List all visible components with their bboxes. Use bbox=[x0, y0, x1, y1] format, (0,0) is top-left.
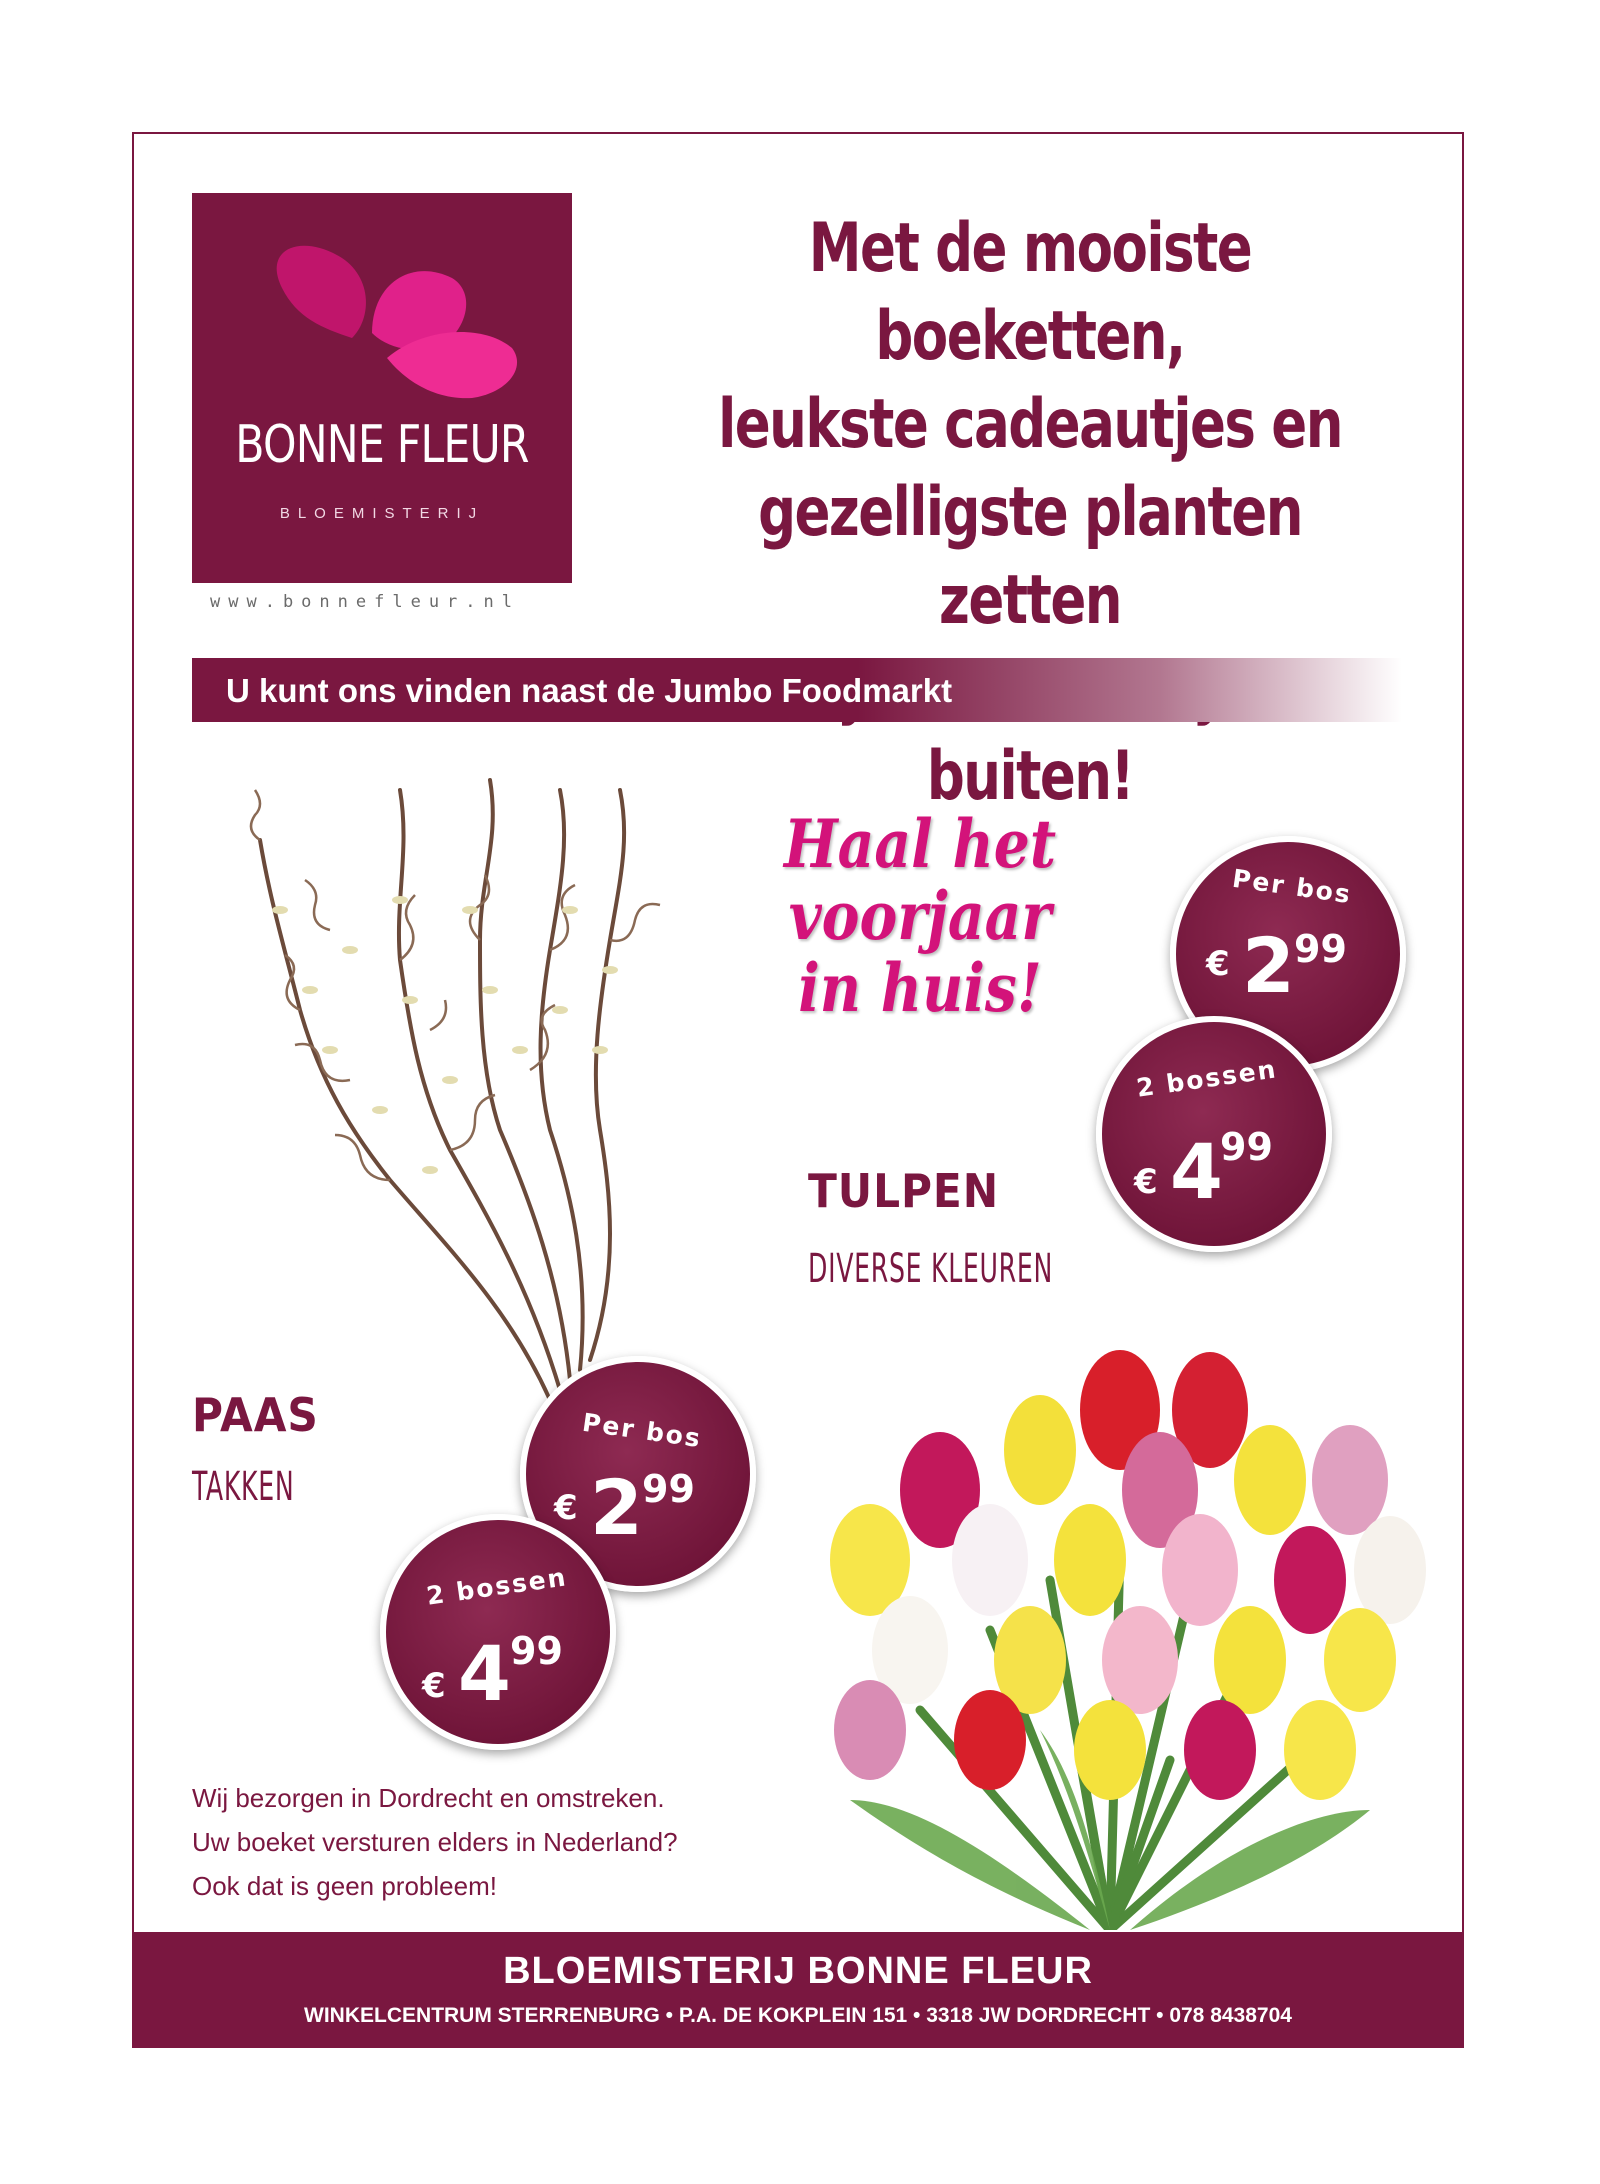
footer-address: WINKELCENTRUM STERRENBURG • P.A. DE KOKPLEIN 151 • 3318 JW DORDRECHT • 078 8438704 bbox=[304, 2004, 1292, 2027]
headline-line: leukste cadeautjes en bbox=[718, 385, 1342, 464]
delivery-line: Uw boeket versturen elders in Nederland? bbox=[192, 1827, 678, 1857]
price-cents: 99 bbox=[510, 1629, 563, 1673]
price-cents: 99 bbox=[642, 1467, 695, 1511]
slogan-line: voorjaar bbox=[788, 877, 1052, 955]
branches-subtitle: TAKKEN bbox=[192, 1464, 295, 1510]
price-euros: 2 bbox=[1242, 921, 1295, 1010]
delivery-line: Ook dat is geen probleem! bbox=[192, 1871, 497, 1901]
tulip-bouquet-illustration bbox=[790, 1330, 1430, 1930]
location-banner bbox=[192, 658, 1402, 722]
branches-title: PAAS bbox=[192, 1388, 319, 1442]
slogan-line: in huis! bbox=[798, 949, 1042, 1027]
delivery-line: Wij bezorgen in Dordrecht en omstreken. bbox=[192, 1783, 665, 1813]
price-label: 2 bossen bbox=[424, 1562, 570, 1611]
headline bbox=[620, 205, 1440, 821]
price-currency: € bbox=[1134, 1162, 1158, 1202]
tulips-subtitle: DIVERSE KLEUREN bbox=[808, 1246, 1054, 1292]
slogan-line: Haal het bbox=[783, 805, 1057, 883]
curly-branches-illustration bbox=[150, 750, 670, 1430]
petal-logo-icon bbox=[222, 228, 542, 418]
price-currency: € bbox=[554, 1488, 578, 1528]
headline-line: Met de mooiste boeketten, bbox=[808, 209, 1252, 376]
footer bbox=[132, 1932, 1464, 2048]
price-label: Per bos bbox=[580, 1407, 704, 1454]
price-euros: 4 bbox=[458, 1629, 511, 1718]
price-euros: 4 bbox=[1170, 1127, 1223, 1216]
headline-line: buiten! bbox=[926, 737, 1134, 816]
price-cents: 99 bbox=[1294, 927, 1347, 971]
price-currency: € bbox=[1206, 944, 1230, 984]
spring-slogan bbox=[735, 805, 1105, 1027]
tulips-price-double bbox=[1096, 1016, 1332, 1252]
price-euros: 2 bbox=[590, 1463, 643, 1552]
logo-name: BONNE FLEUR bbox=[235, 415, 529, 475]
delivery-info bbox=[192, 1776, 678, 1908]
brand-logo bbox=[192, 193, 572, 583]
branches-price-double bbox=[380, 1514, 616, 1750]
website-url[interactable]: www.bonnefleur.nl bbox=[210, 592, 520, 612]
tulips-title: TULPEN bbox=[808, 1164, 1000, 1218]
price-label: 2 bossen bbox=[1134, 1054, 1280, 1103]
price-label: Per bos bbox=[1230, 863, 1354, 910]
price-currency: € bbox=[422, 1666, 446, 1706]
footer-store-name: BLOEMISTERIJ BONNE FLEUR bbox=[503, 1950, 1093, 1992]
location-banner-text: U kunt ons vinden naast de Jumbo Foodmarkt bbox=[226, 672, 953, 709]
price-cents: 99 bbox=[1220, 1125, 1273, 1169]
logo-subtitle: BLOEMISTERIJ bbox=[279, 505, 485, 522]
headline-line: gezelligste planten zetten bbox=[758, 473, 1302, 640]
